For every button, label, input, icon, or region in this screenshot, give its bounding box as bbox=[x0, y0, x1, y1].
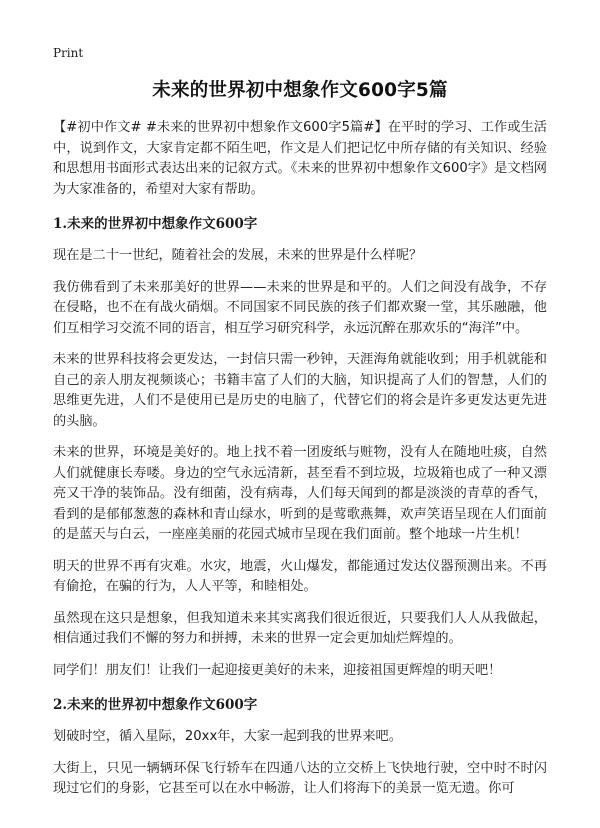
body-paragraph: 我仿佛看到了未来那美好的世界——未来的世界是和平的。人们之间没有战争，不存在侵略，也不在有战火硝烟。不同国家不同民族的孩子们都欢聚一堂，其乐融融，他们互相学习交流不同的语言，相互学习研究科学，永远沉醉在那欢乐的“海洋”中。 bbox=[53, 279, 547, 336]
section-2 bbox=[53, 695, 547, 800]
body-paragraph: 同学们！朋友们！让我们一起迎接更美好的未来，迎接祖国更辉煌的明天吧！ bbox=[53, 662, 502, 678]
body-paragraph: 明天的世界不再有灾难。水灾，地震，火山爆发，都能通过发达仪器预测出来。不再有偷抢，在骗的行为，人人平等，和睦相处。 bbox=[53, 558, 547, 594]
section-heading: 2.未来的世界初中想象作文600字 bbox=[53, 697, 258, 713]
document-body bbox=[53, 118, 547, 811]
document-title: 未来的世界初中想象作文600字5篇 bbox=[152, 80, 448, 101]
body-paragraph: 未来的世界科技将会更发达，一封信只需一秒钟，天涯海角就能收到；用手机就能和自己的亲人朋友视频谈心；书籍丰富了人们的大脑，知识提高了人们的智慧，人们的思维更先进，人们不是使用已是历史的电脑了，代替它们的将会是许多更发达更先进的头脑。 bbox=[53, 352, 547, 429]
section-1 bbox=[53, 214, 547, 681]
section-heading: 1.未来的世界初中想象作文600字 bbox=[53, 216, 258, 232]
body-paragraph: 虽然现在这只是想象，但我知道未来其实离我们很近很近，只要我们人人从我做起，相信通过我们不懈的努力和拼搏，未来的世界一定会更加灿烂辉煌的。 bbox=[53, 610, 547, 646]
print-link[interactable]: Print bbox=[53, 46, 84, 60]
body-paragraph: 划破时空，循入星际，20xx年，大家一起到我的世界来吧。 bbox=[53, 729, 402, 744]
body-paragraph: 未来的世界，环境是美好的。地上找不着一团废纸与赃物，没有人在随地吐痰，自然人们就健康长寿喽。身边的空气永远清新，甚至看不到垃圾，垃圾箱也成了一种又漂亮又干净的装饰品。没有细菌，没有病毒，人们每天闻到的都是淡淡的青草的香气，看到的是郁郁葱葱的森林和青山绿水，听到的是莺歌燕舞，欢声笑语呈现在人们面前的是蓝天与白云，一座座美丽的花园式城市呈现在我们面前。整个地球一片生机！ bbox=[53, 445, 547, 542]
intro-paragraph: 【#初中作文# #未来的世界初中想象作文600字5篇#】在平时的学习、工作或生活中，说到作文，大家肯定都不陌生吧，作文是人们把记忆中所存储的有关知识、经验和思想用书面形式表达出来的记叙方式。《未来的世界初中想象作文600字》是文档网为大家准备的，希望对大家有帮助。 bbox=[53, 120, 547, 197]
body-paragraph: 现在是二十一世纪，随着社会的发展，未来的世界是什么样呢？ bbox=[53, 248, 423, 263]
body-paragraph: 大街上，只见一辆辆环保飞行轿车在四通八达的立交桥上飞快地行驶，空中时不时闪现过它们的身影，它甚至可以在水中畅游，让人们将海下的美景一览无遗。你可 bbox=[53, 760, 547, 796]
